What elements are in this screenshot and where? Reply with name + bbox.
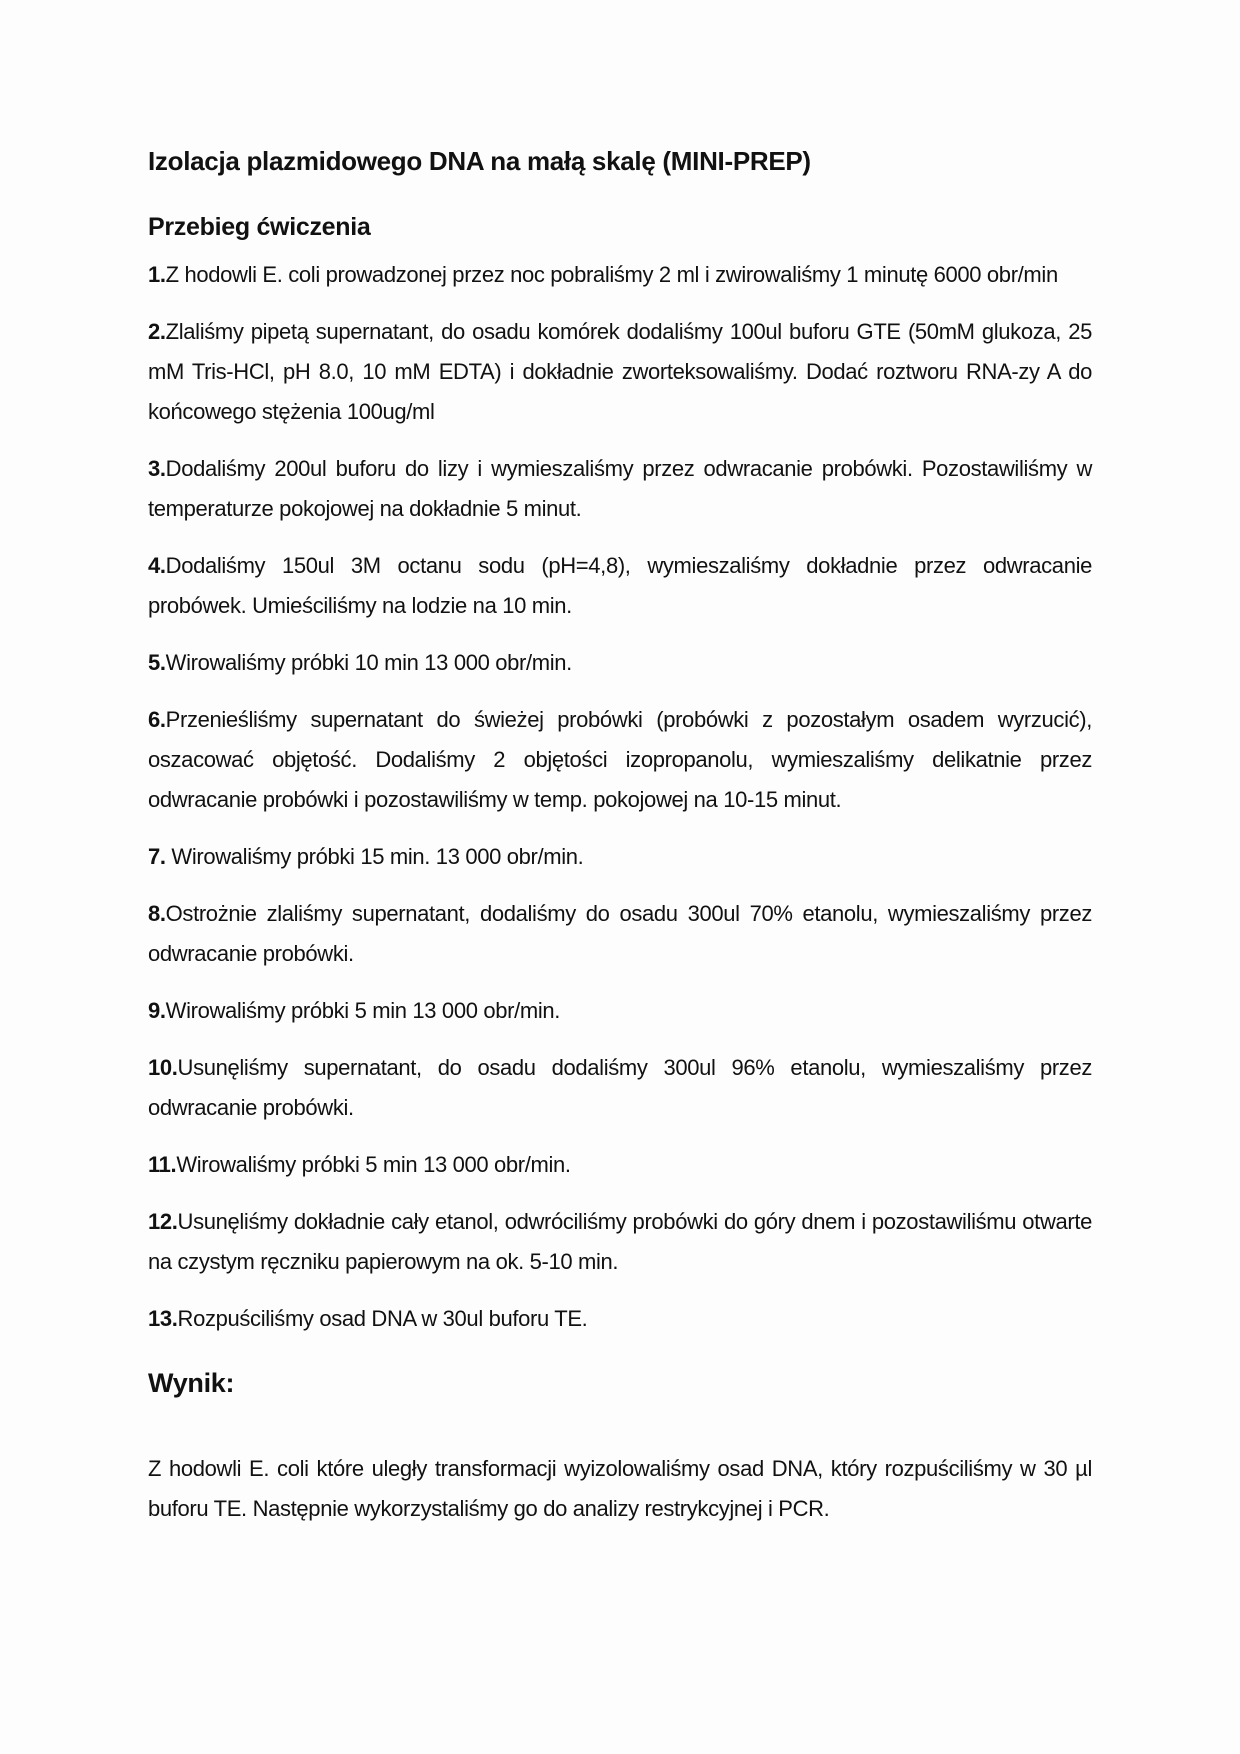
step-text-12: Usunęliśmy dokładnie cały etanol, odwróciliśmy probówki do góry dnem i pozostawiliśmu otwarte na czystym ręczniku papierowym na ok. 5-10 min. [148, 1209, 1092, 1274]
step-paragraph-10 [148, 1048, 1092, 1128]
step-text-7: Wirowaliśmy próbki 15 min. 13 000 obr/min. [165, 844, 584, 869]
step-number-10: 10. [148, 1055, 178, 1080]
result-paragraph: Z hodowli E. coli które uległy transformacji wyizolowaliśmy osad DNA, który rozpuściliśmy w 30 µl buforu TE. Następnie wykorzystaliśmy go do analizy restrykcyjnej i PCR. [148, 1456, 1092, 1521]
step-text-2: Zlaliśmy pipetą supernatant, do osadu komórek dodaliśmy 100ul buforu GTE (50mM glukoza, 25 mM Tris-HCl, pH 8.0, 10 mM EDTA) i dokładnie zworteksowaliśmy. Dodać roztworu RNA-zy A do końcowego stężenia 100ug/ml [148, 319, 1092, 424]
step-paragraph-9 [148, 991, 1092, 1031]
step-number-11: 11. [148, 1152, 177, 1177]
step-text-9: Wirowaliśmy próbki 5 min 13 000 obr/min. [165, 998, 561, 1023]
step-number-12: 12. [148, 1209, 178, 1234]
step-text-5: Wirowaliśmy próbki 10 min 13 000 obr/min. [165, 650, 572, 675]
step-paragraph-7 [148, 837, 1092, 877]
step-text-8: Ostrożnie zlaliśmy supernatant, dodaliśmy do osadu 300ul 70% etanolu, wymieszaliśmy przez odwracanie probówki. [148, 901, 1092, 966]
step-text-10: Usunęliśmy supernatant, do osadu dodaliśmy 300ul 96% etanolu, wymieszaliśmy przez odwracanie probówki. [148, 1055, 1092, 1120]
step-text-1: Z hodowli E. coli prowadzonej przez noc pobraliśmy 2 ml i zwirowaliśmy 1 minutę 6000 obr/min [165, 262, 1058, 287]
step-number-13: 13. [148, 1306, 178, 1331]
step-paragraph-13 [148, 1299, 1092, 1339]
step-number-9: 9. [148, 998, 166, 1023]
step-paragraph-3 [148, 449, 1092, 529]
step-paragraph-6 [148, 700, 1092, 820]
step-number-4: 4. [148, 553, 166, 578]
step-number-2: 2. [148, 319, 166, 344]
step-paragraph-2 [148, 312, 1092, 432]
step-number-5: 5. [148, 650, 166, 675]
step-paragraph-4 [148, 546, 1092, 626]
step-paragraph-12 [148, 1202, 1092, 1282]
step-text-4: Dodaliśmy 150ul 3M octanu sodu (pH=4,8), wymieszaliśmy dokładnie przez odwracanie probówek. Umieściliśmy na lodzie na 10 min. [148, 553, 1092, 618]
step-number-6: 6. [148, 707, 166, 732]
step-paragraph-5 [148, 643, 1092, 683]
step-number-8: 8. [148, 901, 166, 926]
step-number-3: 3. [148, 456, 166, 481]
step-paragraph-1 [148, 255, 1092, 295]
result-heading: Wynik: [148, 1368, 235, 1398]
step-text-6: Przenieśliśmy supernatant do świeżej probówki (probówki z pozostałym osadem wyrzucić), oszacować objętość. Dodaliśmy 2 objętości izopropanolu, wymieszaliśmy delikatnie przez odwracanie probówki i pozostawiliśmy w temp. pokojowej na 10-15 minut. [148, 707, 1092, 812]
section-heading-procedure: Przebieg ćwiczenia [148, 213, 371, 241]
step-text-11: Wirowaliśmy próbki 5 min 13 000 obr/min. [176, 1152, 571, 1177]
step-paragraph-11 [148, 1145, 1092, 1185]
document-title: Izolacja plazmidowego DNA na małą skalę (MINI-PREP) [148, 146, 811, 176]
step-paragraph-8 [148, 894, 1092, 974]
step-number-7: 7. [148, 844, 166, 869]
step-number-1: 1. [148, 262, 166, 287]
step-text-3: Dodaliśmy 200ul buforu do lizy i wymieszaliśmy przez odwracanie probówki. Pozostawiliśmy w temperaturze pokojowej na dokładnie 5 minut. [148, 456, 1092, 521]
step-text-13: Rozpuściliśmy osad DNA w 30ul buforu TE. [177, 1306, 588, 1331]
